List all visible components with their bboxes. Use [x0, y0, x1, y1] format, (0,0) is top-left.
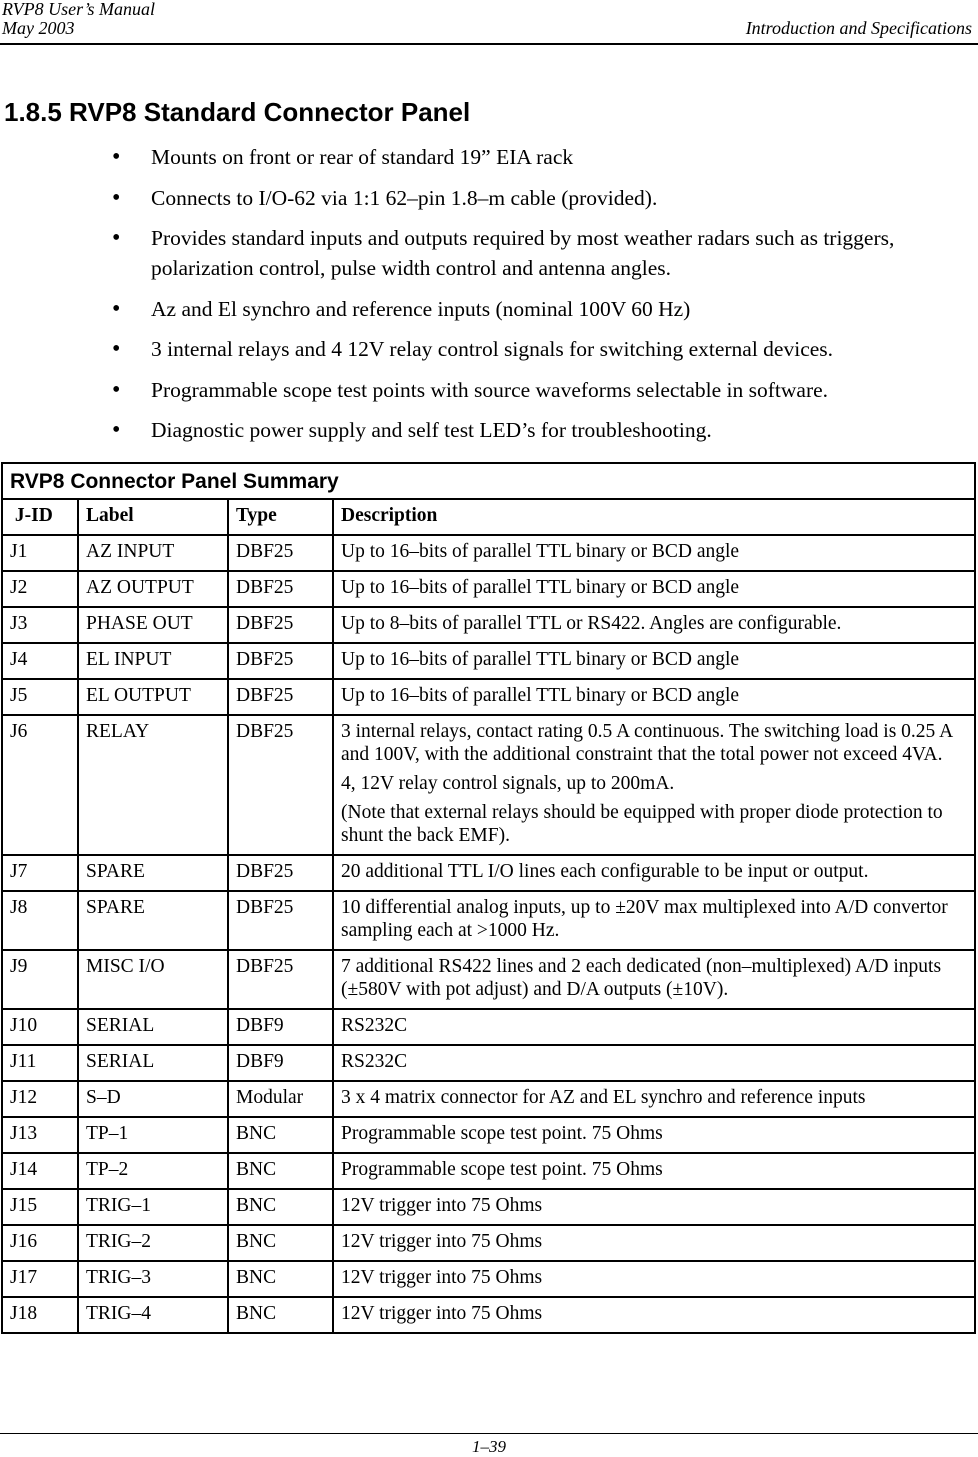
cell-type: DBF25	[228, 715, 333, 855]
bullet-icon: •	[112, 376, 121, 403]
cell-jid: J6	[2, 715, 78, 855]
table-row	[2, 1117, 975, 1153]
bullet-icon: •	[112, 184, 121, 211]
table-row	[2, 1081, 975, 1117]
cell-type: DBF25	[228, 950, 333, 1009]
cell-label: TP–1	[78, 1117, 228, 1153]
cell-description	[333, 1117, 975, 1153]
header-manual-title	[2, 0, 155, 38]
cell-description	[333, 571, 975, 607]
cell-description	[333, 1189, 975, 1225]
cell-type: BNC	[228, 1261, 333, 1297]
bullet-icon: •	[112, 417, 121, 443]
cell-description	[333, 1009, 975, 1045]
table-row	[2, 1153, 975, 1189]
cell-description	[333, 891, 975, 950]
cell-jid: J2	[2, 571, 78, 607]
cell-label: PHASE OUT	[78, 607, 228, 643]
header-divider	[0, 43, 978, 45]
section-title: 1.8.5 RVP8 Standard Connector Panel	[4, 97, 471, 127]
table-row	[2, 950, 975, 1009]
cell-description	[333, 1297, 975, 1333]
cell-description	[333, 1261, 975, 1297]
cell-description	[333, 1225, 975, 1261]
cell-label: S–D	[78, 1081, 228, 1117]
cell-label: TRIG–4	[78, 1297, 228, 1333]
description-paragraph: Programmable scope test point. 75 Ohms	[341, 1123, 663, 1144]
feature-bullet-list	[112, 142, 962, 456]
description-paragraph: 12V trigger into 75 Ohms	[341, 1267, 543, 1288]
table-row	[2, 571, 975, 607]
cell-label: TRIG–3	[78, 1261, 228, 1297]
description-paragraph: Up to 16–bits of parallel TTL binary or BCD angle	[341, 577, 740, 598]
table-row	[2, 1297, 975, 1333]
header-manual-name: RVP8 User’s Manual	[2, 0, 155, 19]
cell-jid: J12	[2, 1081, 78, 1117]
cell-type: DBF25	[228, 643, 333, 679]
cell-jid: J18	[2, 1297, 78, 1333]
cell-label: EL OUTPUT	[78, 679, 228, 715]
description-paragraph: (Note that external relays should be equipped with proper diode protection to shunt the back EMF).	[341, 802, 943, 846]
description-paragraph: Up to 8–bits of parallel TTL or RS422. Angles are configurable.	[341, 613, 842, 634]
cell-description	[333, 643, 975, 679]
table-row	[2, 1225, 975, 1261]
cell-description	[333, 1081, 975, 1117]
description-paragraph: RS232C	[341, 1051, 408, 1072]
cell-jid: J3	[2, 607, 78, 643]
cell-description	[333, 679, 975, 715]
cell-description	[333, 715, 975, 855]
bullet-text: Connects to I/O-62 via 1:1 62–pin 1.8–m cable (provided).	[151, 185, 658, 210]
cell-description	[333, 855, 975, 891]
bullet-text: Provides standard inputs and outputs required by most weather radars such as triggers, polarization control, pulse width control and antenna angles.	[151, 226, 895, 280]
cell-type: DBF9	[228, 1009, 333, 1045]
table-row	[2, 715, 975, 855]
bullet-text: Mounts on front or rear of standard 19” EIA rack	[151, 145, 574, 169]
description-paragraph: Programmable scope test point. 75 Ohms	[341, 1159, 663, 1180]
cell-label: SPARE	[78, 855, 228, 891]
bullet-item	[112, 415, 962, 445]
column-header-type: Type	[228, 499, 333, 535]
cell-label: MISC I/O	[78, 950, 228, 1009]
cell-description	[333, 950, 975, 1009]
cell-jid: J7	[2, 855, 78, 891]
cell-jid: J17	[2, 1261, 78, 1297]
cell-label: RELAY	[78, 715, 228, 855]
cell-label: SERIAL	[78, 1045, 228, 1081]
table-row	[2, 855, 975, 891]
column-header-label: Label	[78, 499, 228, 535]
cell-label: EL INPUT	[78, 643, 228, 679]
bullet-text: 3 internal relays and 4 12V relay control signals for switching external devices.	[151, 337, 834, 361]
table-row	[2, 643, 975, 679]
cell-label: TP–2	[78, 1153, 228, 1189]
bullet-icon: •	[112, 295, 121, 322]
bullet-text: Programmable scope test points with source waveforms selectable in software.	[151, 377, 829, 402]
cell-description	[333, 1153, 975, 1189]
cell-jid: J1	[2, 535, 78, 571]
cell-type: DBF25	[228, 855, 333, 891]
cell-type: Modular	[228, 1081, 333, 1117]
description-paragraph: 10 differential analog inputs, up to ±20V max multiplexed into A/D convertor sampling each at >1000 Hz.	[341, 897, 948, 941]
description-paragraph: 3 x 4 matrix connector for AZ and EL synchro and reference inputs	[341, 1087, 866, 1108]
header-chapter-title: Introduction and Specifications	[745, 18, 972, 38]
bullet-item	[112, 294, 962, 324]
bullet-icon: •	[112, 336, 121, 362]
footer-divider	[0, 1433, 978, 1434]
bullet-icon: •	[112, 225, 121, 251]
cell-type: DBF25	[228, 607, 333, 643]
cell-type: DBF25	[228, 535, 333, 571]
description-paragraph: 12V trigger into 75 Ohms	[341, 1231, 543, 1252]
column-header-description: Description	[333, 499, 975, 535]
cell-jid: J9	[2, 950, 78, 1009]
bullet-icon: •	[112, 144, 121, 170]
cell-jid: J11	[2, 1045, 78, 1081]
description-paragraph: Up to 16–bits of parallel TTL binary or BCD angle	[341, 685, 740, 706]
table-row	[2, 535, 975, 571]
cell-description	[333, 607, 975, 643]
table-row	[2, 1009, 975, 1045]
cell-jid: J15	[2, 1189, 78, 1225]
cell-label: TRIG–2	[78, 1225, 228, 1261]
description-paragraph: 4, 12V relay control signals, up to 200mA.	[341, 773, 675, 794]
connector-summary-table	[1, 462, 976, 1334]
cell-jid: J13	[2, 1117, 78, 1153]
cell-type: BNC	[228, 1297, 333, 1333]
description-paragraph: Up to 16–bits of parallel TTL binary or BCD angle	[341, 649, 740, 670]
cell-label: AZ INPUT	[78, 535, 228, 571]
bullet-item	[112, 142, 962, 172]
table-row	[2, 679, 975, 715]
column-header-jid: J-ID	[2, 499, 78, 535]
table-row	[2, 1045, 975, 1081]
description-paragraph: RS232C	[341, 1015, 408, 1036]
cell-jid: J16	[2, 1225, 78, 1261]
description-paragraph: 3 internal relays, contact rating 0.5 A continuous. The switching load is 0.25 A and 100V, with the additional constraint that the total power not exceed 4VA.	[341, 721, 953, 765]
description-paragraph: Up to 16–bits of parallel TTL binary or BCD angle	[341, 541, 740, 562]
cell-type: BNC	[228, 1117, 333, 1153]
cell-description	[333, 1045, 975, 1081]
cell-jid: J14	[2, 1153, 78, 1189]
table-header-row	[2, 499, 975, 535]
table-body	[2, 535, 975, 1333]
description-paragraph: 7 additional RS422 lines and 2 each dedicated (non–multiplexed) A/D inputs (±580V with pot adjust) and D/A outputs (±10V).	[341, 956, 942, 1000]
page-number: 1–39	[472, 1437, 506, 1456]
cell-type: BNC	[228, 1189, 333, 1225]
description-paragraph: 20 additional TTL I/O lines each configurable to be input or output.	[341, 861, 869, 882]
cell-type: DBF9	[228, 1045, 333, 1081]
bullet-item	[112, 223, 962, 283]
cell-label: SERIAL	[78, 1009, 228, 1045]
table-row	[2, 1261, 975, 1297]
cell-jid: J5	[2, 679, 78, 715]
bullet-text: Diagnostic power supply and self test LED’s for troubleshooting.	[151, 418, 712, 442]
bullet-item	[112, 183, 962, 213]
table-caption: RVP8 Connector Panel Summary	[2, 463, 975, 499]
cell-jid: J10	[2, 1009, 78, 1045]
bullet-item	[112, 334, 962, 364]
cell-label: TRIG–1	[78, 1189, 228, 1225]
cell-type: DBF25	[228, 891, 333, 950]
cell-label: AZ OUTPUT	[78, 571, 228, 607]
cell-type: DBF25	[228, 571, 333, 607]
cell-type: BNC	[228, 1225, 333, 1261]
header-date: May 2003	[2, 18, 75, 38]
cell-jid: J8	[2, 891, 78, 950]
cell-type: BNC	[228, 1153, 333, 1189]
description-paragraph: 12V trigger into 75 Ohms	[341, 1303, 543, 1324]
description-paragraph: 12V trigger into 75 Ohms	[341, 1195, 543, 1216]
cell-jid: J4	[2, 643, 78, 679]
bullet-item	[112, 375, 962, 405]
cell-description	[333, 535, 975, 571]
table-row	[2, 891, 975, 950]
bullet-text: Az and El synchro and reference inputs (nominal 100V 60 Hz)	[151, 296, 691, 321]
table-row	[2, 1189, 975, 1225]
cell-label: SPARE	[78, 891, 228, 950]
table-row	[2, 607, 975, 643]
cell-type: DBF25	[228, 679, 333, 715]
